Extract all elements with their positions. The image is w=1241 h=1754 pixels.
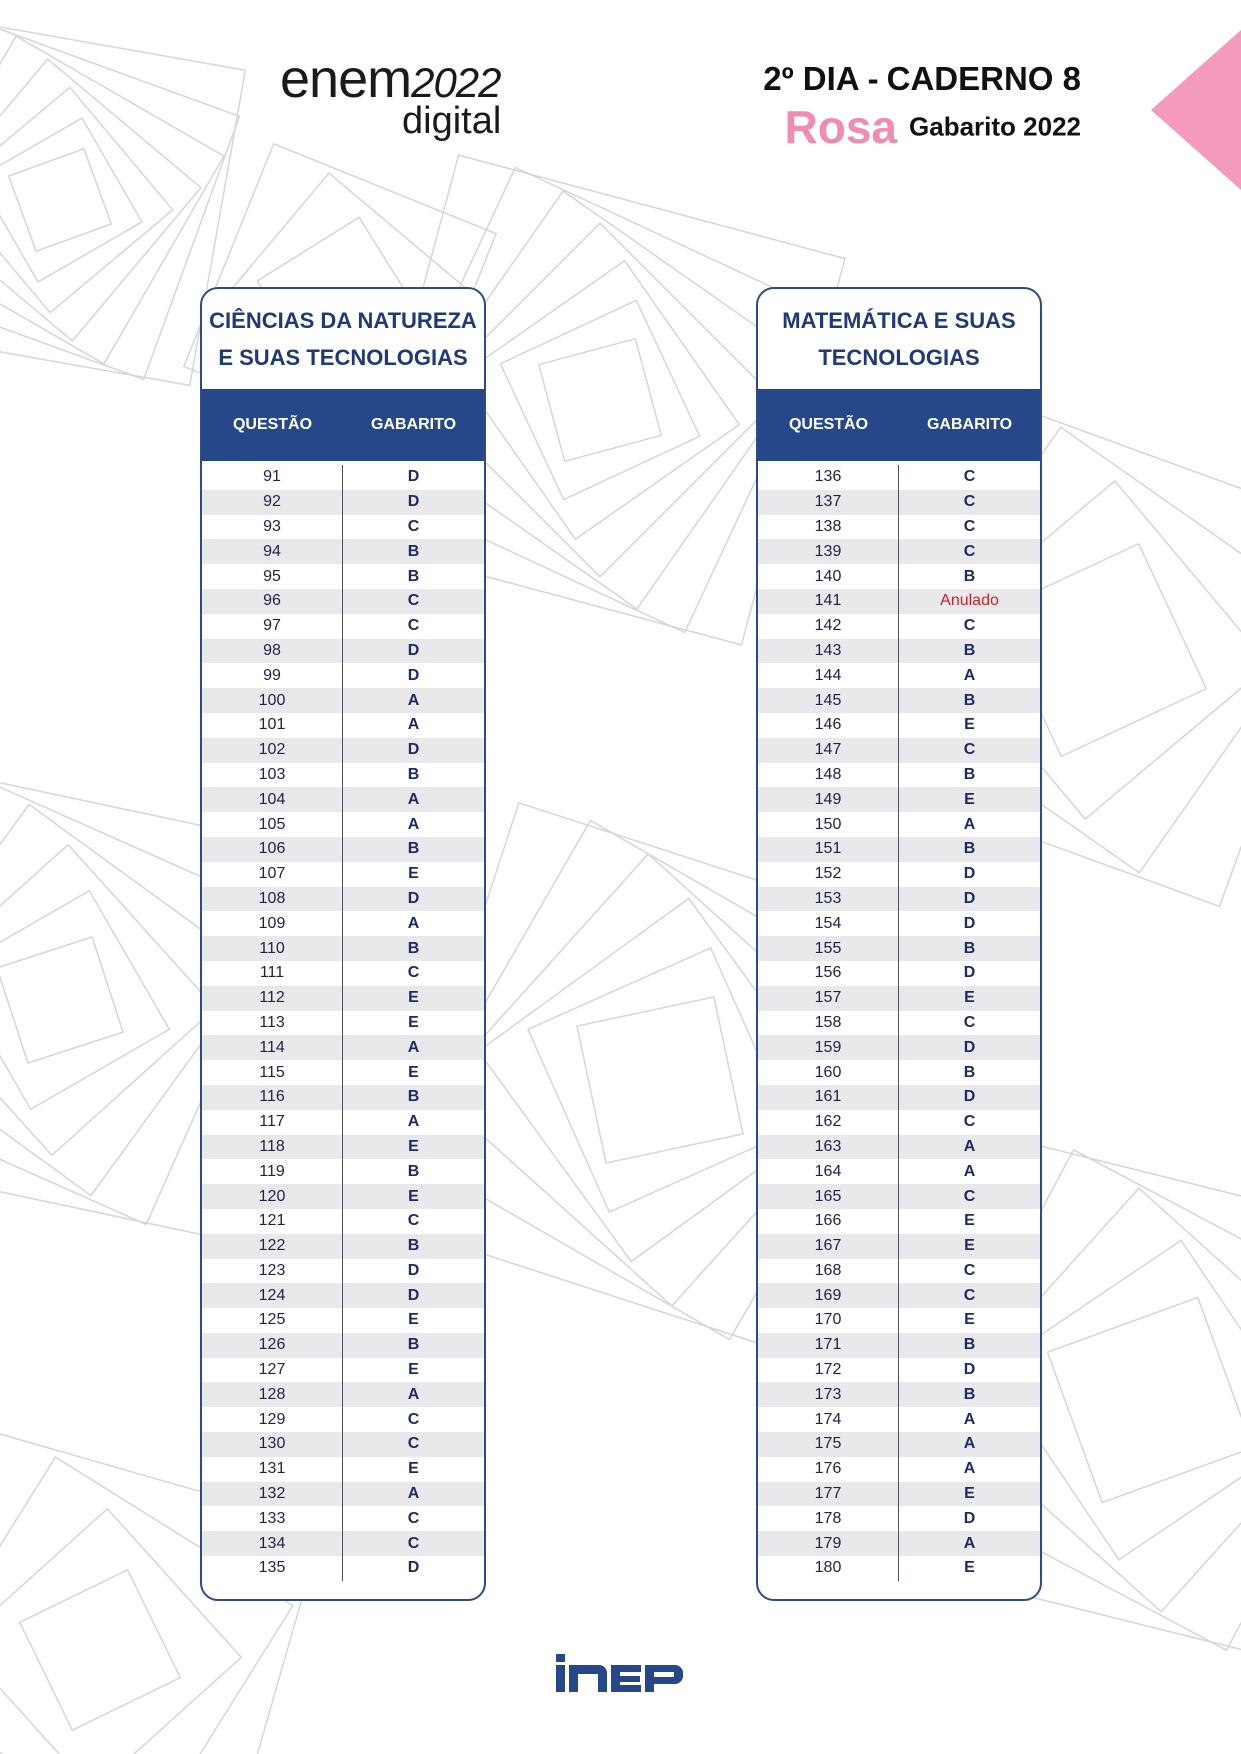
question-number: 146 xyxy=(758,713,899,738)
question-number: 124 xyxy=(202,1283,343,1308)
question-number: 131 xyxy=(202,1457,343,1482)
question-number: 101 xyxy=(202,713,343,738)
table-row xyxy=(758,465,1040,490)
question-number: 174 xyxy=(758,1407,899,1432)
table-row xyxy=(758,1035,1040,1060)
answer-letter: E xyxy=(964,1485,975,1503)
table-row xyxy=(758,1085,1040,1110)
question-number: 178 xyxy=(758,1506,899,1531)
question-number: 116 xyxy=(202,1085,343,1110)
question-number: 114 xyxy=(202,1035,343,1060)
question-number: 135 xyxy=(202,1556,343,1581)
question-number: 110 xyxy=(202,936,343,961)
table-row xyxy=(758,1184,1040,1209)
answer-letter: C xyxy=(407,1534,420,1552)
table-row xyxy=(758,986,1040,1011)
question-number: 148 xyxy=(758,763,899,788)
column-header-question: QUESTÃO xyxy=(232,416,313,433)
answer-letter: E xyxy=(408,989,419,1007)
answer-key-subtitle: Gabarito 2022 xyxy=(909,111,1081,142)
question-number: 123 xyxy=(202,1259,343,1284)
inep-logo xyxy=(556,1654,686,1696)
answer-letter: D xyxy=(963,1038,976,1056)
answer-table-natural-sciences xyxy=(200,287,486,1601)
table-row xyxy=(202,1382,484,1407)
table-row xyxy=(202,515,484,540)
table-row xyxy=(758,1432,1040,1457)
question-number: 96 xyxy=(202,589,343,614)
question-number: 149 xyxy=(758,787,899,812)
table-row xyxy=(758,1259,1040,1284)
question-number: 127 xyxy=(202,1358,343,1383)
answer-letter: B xyxy=(407,567,420,585)
table-row xyxy=(758,1011,1040,1036)
table-row xyxy=(758,1482,1040,1507)
table-row xyxy=(202,887,484,912)
answer-letter: D xyxy=(407,493,420,511)
table-row xyxy=(758,763,1040,788)
question-number: 179 xyxy=(758,1531,899,1556)
table-row xyxy=(758,1556,1040,1581)
table-row xyxy=(758,787,1040,812)
table-row xyxy=(758,837,1040,862)
question-number: 144 xyxy=(758,663,899,688)
question-number: 166 xyxy=(758,1209,899,1234)
answer-letter: D xyxy=(963,914,976,932)
column-header-answer: GABARITO xyxy=(370,416,457,433)
answer-letter: C xyxy=(963,1286,976,1304)
question-number: 161 xyxy=(758,1085,899,1110)
table-row xyxy=(758,663,1040,688)
answer-letter: D xyxy=(963,889,976,907)
question-number: 115 xyxy=(202,1060,343,1085)
question-number: 132 xyxy=(202,1482,343,1507)
answer-letter: A xyxy=(963,1162,976,1180)
answer-letter: D xyxy=(407,468,420,486)
question-number: 137 xyxy=(758,490,899,515)
question-number: 157 xyxy=(758,986,899,1011)
answer-letter: A xyxy=(963,1534,976,1552)
table-title: CIÊNCIAS DA NATUREZA E SUAS TECNOLOGIAS xyxy=(209,308,477,370)
question-number: 159 xyxy=(758,1035,899,1060)
answer-letter: E xyxy=(964,790,975,808)
question-number: 99 xyxy=(202,663,343,688)
question-number: 129 xyxy=(202,1407,343,1432)
question-number: 153 xyxy=(758,887,899,912)
question-number: 138 xyxy=(758,515,899,540)
question-number: 112 xyxy=(202,986,343,1011)
table-row xyxy=(202,539,484,564)
table-row xyxy=(202,1308,484,1333)
answer-letter: A xyxy=(963,666,976,684)
table-row xyxy=(202,1184,484,1209)
table-row xyxy=(202,1333,484,1358)
table-row xyxy=(758,862,1040,887)
question-number: 176 xyxy=(758,1457,899,1482)
table-row xyxy=(202,490,484,515)
table-row xyxy=(758,887,1040,912)
table-row xyxy=(758,738,1040,763)
answer-letter: C xyxy=(963,517,976,535)
answer-letter: C xyxy=(963,1013,976,1031)
table-row xyxy=(202,837,484,862)
answer-letter: A xyxy=(963,1435,976,1453)
table-row xyxy=(758,936,1040,961)
answer-letter: B xyxy=(963,939,976,957)
answer-letter: E xyxy=(964,716,975,734)
question-number: 93 xyxy=(202,515,343,540)
answer-letter: E xyxy=(408,1187,419,1205)
pink-corner-triangle xyxy=(1151,30,1241,190)
table-row xyxy=(758,1308,1040,1333)
question-number: 147 xyxy=(758,738,899,763)
table-row xyxy=(758,1159,1040,1184)
question-number: 169 xyxy=(758,1283,899,1308)
answer-letter: B xyxy=(963,840,976,858)
table-row xyxy=(758,1060,1040,1085)
table-row xyxy=(202,787,484,812)
question-number: 134 xyxy=(202,1531,343,1556)
answer-letter: D xyxy=(407,741,420,759)
answer-letter: C xyxy=(963,1261,976,1279)
table-row xyxy=(202,986,484,1011)
table-row xyxy=(758,1358,1040,1383)
answer-letter: B xyxy=(963,691,976,709)
answer-letter: E xyxy=(408,1311,419,1329)
answer-letter: C xyxy=(963,1187,976,1205)
table-row xyxy=(202,812,484,837)
table-row xyxy=(758,1110,1040,1135)
question-number: 139 xyxy=(758,539,899,564)
table-row xyxy=(758,1135,1040,1160)
table-row xyxy=(758,1382,1040,1407)
question-number: 140 xyxy=(758,564,899,589)
answer-letter: B xyxy=(963,567,976,585)
question-number: 152 xyxy=(758,862,899,887)
table-row xyxy=(202,1234,484,1259)
table-row xyxy=(758,961,1040,986)
question-number: 92 xyxy=(202,490,343,515)
table-row xyxy=(758,515,1040,540)
answer-letter: E xyxy=(964,1237,975,1255)
question-number: 120 xyxy=(202,1184,343,1209)
answer-letter: A xyxy=(963,1460,976,1478)
question-number: 119 xyxy=(202,1159,343,1184)
answer-letter: C xyxy=(963,617,976,635)
table-row xyxy=(202,961,484,986)
question-number: 102 xyxy=(202,738,343,763)
answer-letter: C xyxy=(407,1410,420,1428)
table-row xyxy=(202,936,484,961)
answer-letter: C xyxy=(963,542,976,560)
answer-letter: B xyxy=(963,1063,976,1081)
table-row xyxy=(202,688,484,713)
table-row xyxy=(758,1209,1040,1234)
answer-letter: C xyxy=(407,964,420,982)
table-row xyxy=(202,589,484,614)
question-number: 158 xyxy=(758,1011,899,1036)
question-number: 145 xyxy=(758,688,899,713)
question-number: 94 xyxy=(202,539,343,564)
answer-letter: E xyxy=(964,989,975,1007)
table-row xyxy=(758,1234,1040,1259)
answer-letter: D xyxy=(407,1559,420,1577)
question-number: 103 xyxy=(202,763,343,788)
answer-letter: C xyxy=(407,617,420,635)
answer-letter: A xyxy=(407,815,420,833)
answer-letter: E xyxy=(408,1361,419,1379)
table-row xyxy=(202,465,484,490)
answer-letter: C xyxy=(963,468,976,486)
logo-year: 2022 xyxy=(411,59,501,106)
answer-letter: E xyxy=(408,1460,419,1478)
answer-letter: C xyxy=(407,1435,420,1453)
answer-letter: C xyxy=(963,1113,976,1131)
question-number: 142 xyxy=(758,614,899,639)
question-number: 172 xyxy=(758,1358,899,1383)
table-row xyxy=(202,763,484,788)
table-row xyxy=(758,713,1040,738)
answer-letter: B xyxy=(963,765,976,783)
table-row xyxy=(202,713,484,738)
question-number: 95 xyxy=(202,564,343,589)
table-row xyxy=(758,1457,1040,1482)
question-number: 162 xyxy=(758,1110,899,1135)
question-number: 143 xyxy=(758,639,899,664)
question-number: 170 xyxy=(758,1308,899,1333)
table-row xyxy=(202,1506,484,1531)
answer-letter: C xyxy=(963,741,976,759)
table-row xyxy=(202,639,484,664)
table-row xyxy=(202,1358,484,1383)
answer-letter: B xyxy=(407,542,420,560)
table-row xyxy=(202,1085,484,1110)
table-body xyxy=(758,461,1040,1581)
answer-letter: B xyxy=(407,939,420,957)
table-row xyxy=(758,564,1040,589)
answer-letter: A xyxy=(963,815,976,833)
table-row xyxy=(758,1407,1040,1432)
answer-letter: E xyxy=(964,1559,975,1577)
answer-letter: A xyxy=(407,790,420,808)
question-number: 106 xyxy=(202,837,343,862)
question-number: 100 xyxy=(202,688,343,713)
question-number: 117 xyxy=(202,1110,343,1135)
question-number: 151 xyxy=(758,837,899,862)
question-number: 111 xyxy=(202,961,343,986)
answer-letter: C xyxy=(407,517,420,535)
answer-letter: B xyxy=(963,1385,976,1403)
question-number: 126 xyxy=(202,1333,343,1358)
table-row xyxy=(202,1259,484,1284)
answer-letter: C xyxy=(407,1212,420,1230)
table-row xyxy=(758,1333,1040,1358)
column-header-answer: GABARITO xyxy=(926,416,1013,433)
question-number: 104 xyxy=(202,787,343,812)
question-number: 97 xyxy=(202,614,343,639)
table-row xyxy=(202,738,484,763)
question-number: 164 xyxy=(758,1159,899,1184)
table-row xyxy=(758,911,1040,936)
question-number: 160 xyxy=(758,1060,899,1085)
question-number: 108 xyxy=(202,887,343,912)
table-row xyxy=(202,1035,484,1060)
answer-letter: A xyxy=(407,1385,420,1403)
answer-letter: B xyxy=(407,765,420,783)
question-number: 133 xyxy=(202,1506,343,1531)
answer-letter: D xyxy=(407,666,420,684)
table-row xyxy=(758,1531,1040,1556)
question-number: 175 xyxy=(758,1432,899,1457)
answer-letter: D xyxy=(963,1088,976,1106)
question-number: 130 xyxy=(202,1432,343,1457)
table-row xyxy=(758,490,1040,515)
table-row xyxy=(202,564,484,589)
table-header xyxy=(758,389,1040,461)
question-number: 118 xyxy=(202,1135,343,1160)
answer-letter: A xyxy=(407,1485,420,1503)
question-number: 180 xyxy=(758,1556,899,1581)
table-row xyxy=(202,1209,484,1234)
answer-letter: B xyxy=(407,1237,420,1255)
question-number: 150 xyxy=(758,812,899,837)
table-row xyxy=(202,1556,484,1581)
table-row xyxy=(202,862,484,887)
answer-letter: D xyxy=(407,1261,420,1279)
table-row xyxy=(202,1432,484,1457)
table-row xyxy=(758,539,1040,564)
question-number: 136 xyxy=(758,465,899,490)
answer-table-mathematics xyxy=(756,287,1042,1601)
answer-letter: E xyxy=(408,1013,419,1031)
logo-sub-text: digital xyxy=(402,100,502,142)
answer-letter: A xyxy=(407,716,420,734)
table-row xyxy=(202,1159,484,1184)
question-number: 168 xyxy=(758,1259,899,1284)
question-number: 109 xyxy=(202,911,343,936)
table-title: MATEMÁTICA E SUAS TECNOLOGIAS xyxy=(782,308,1016,370)
table-row xyxy=(202,1482,484,1507)
answer-letter: A xyxy=(407,1113,420,1131)
question-number: 156 xyxy=(758,961,899,986)
answer-letter: B xyxy=(407,1088,420,1106)
answer-letter: B xyxy=(407,1162,420,1180)
table-body xyxy=(202,461,484,1581)
answer-letter: A xyxy=(963,1137,976,1155)
question-number: 167 xyxy=(758,1234,899,1259)
answer-letter: B xyxy=(963,1336,976,1354)
answer-letter: E xyxy=(964,1212,975,1230)
answer-letter: D xyxy=(963,1509,976,1527)
question-number: 128 xyxy=(202,1382,343,1407)
table-row xyxy=(758,812,1040,837)
table-row xyxy=(758,1283,1040,1308)
booklet-color: Rosa xyxy=(784,101,898,153)
question-number: 177 xyxy=(758,1482,899,1507)
table-row xyxy=(758,1506,1040,1531)
exam-day: 2º DIA xyxy=(763,60,860,97)
table-row xyxy=(202,1407,484,1432)
booklet-number: CADERNO 8 xyxy=(886,60,1081,97)
column-header-question: QUESTÃO xyxy=(788,416,869,433)
question-number: 141 xyxy=(758,589,899,614)
table-header xyxy=(202,389,484,461)
title-separator: - xyxy=(867,60,879,97)
answer-letter: E xyxy=(408,865,419,883)
table-row xyxy=(202,614,484,639)
answer-letter: D xyxy=(407,889,420,907)
answer-letter: C xyxy=(963,493,976,511)
question-number: 121 xyxy=(202,1209,343,1234)
answer-letter: A xyxy=(963,1410,976,1428)
answer-letter: C xyxy=(407,1509,420,1527)
question-number: 113 xyxy=(202,1011,343,1036)
answer-letter: E xyxy=(408,1137,419,1155)
table-row xyxy=(202,1060,484,1085)
answer-letter: B xyxy=(963,641,976,659)
table-row xyxy=(202,1110,484,1135)
enem-logo xyxy=(280,49,600,152)
table-row xyxy=(202,663,484,688)
answer-letter: E xyxy=(964,1311,975,1329)
question-number: 154 xyxy=(758,911,899,936)
answer-letter: D xyxy=(407,641,420,659)
question-number: 107 xyxy=(202,862,343,887)
table-row xyxy=(758,614,1040,639)
answer-letter: E xyxy=(408,1063,419,1081)
question-number: 125 xyxy=(202,1308,343,1333)
question-number: 165 xyxy=(758,1184,899,1209)
table-row xyxy=(758,589,1040,614)
answer-letter: D xyxy=(963,964,976,982)
table-row xyxy=(202,1011,484,1036)
question-number: 155 xyxy=(758,936,899,961)
question-number: 91 xyxy=(202,465,343,490)
question-number: 163 xyxy=(758,1135,899,1160)
answer-letter: C xyxy=(407,592,420,610)
table-row xyxy=(202,911,484,936)
table-row xyxy=(202,1283,484,1308)
answer-letter: D xyxy=(407,1286,420,1304)
answer-letter: A xyxy=(407,691,420,709)
annulled-answer: Anulado xyxy=(940,592,999,610)
answer-letter: D xyxy=(963,865,976,883)
answer-letter: A xyxy=(407,914,420,932)
table-row xyxy=(758,639,1040,664)
table-row xyxy=(202,1531,484,1556)
answer-letter: A xyxy=(407,1038,420,1056)
table-row xyxy=(758,688,1040,713)
question-number: 105 xyxy=(202,812,343,837)
answer-letter: D xyxy=(963,1361,976,1379)
logo-main-text: enem xyxy=(280,49,412,109)
table-row xyxy=(202,1457,484,1482)
page-title xyxy=(763,60,1081,154)
question-number: 171 xyxy=(758,1333,899,1358)
question-number: 122 xyxy=(202,1234,343,1259)
answer-letter: B xyxy=(407,1336,420,1354)
question-number: 98 xyxy=(202,639,343,664)
answer-letter: B xyxy=(407,840,420,858)
table-row xyxy=(202,1135,484,1160)
question-number: 173 xyxy=(758,1382,899,1407)
